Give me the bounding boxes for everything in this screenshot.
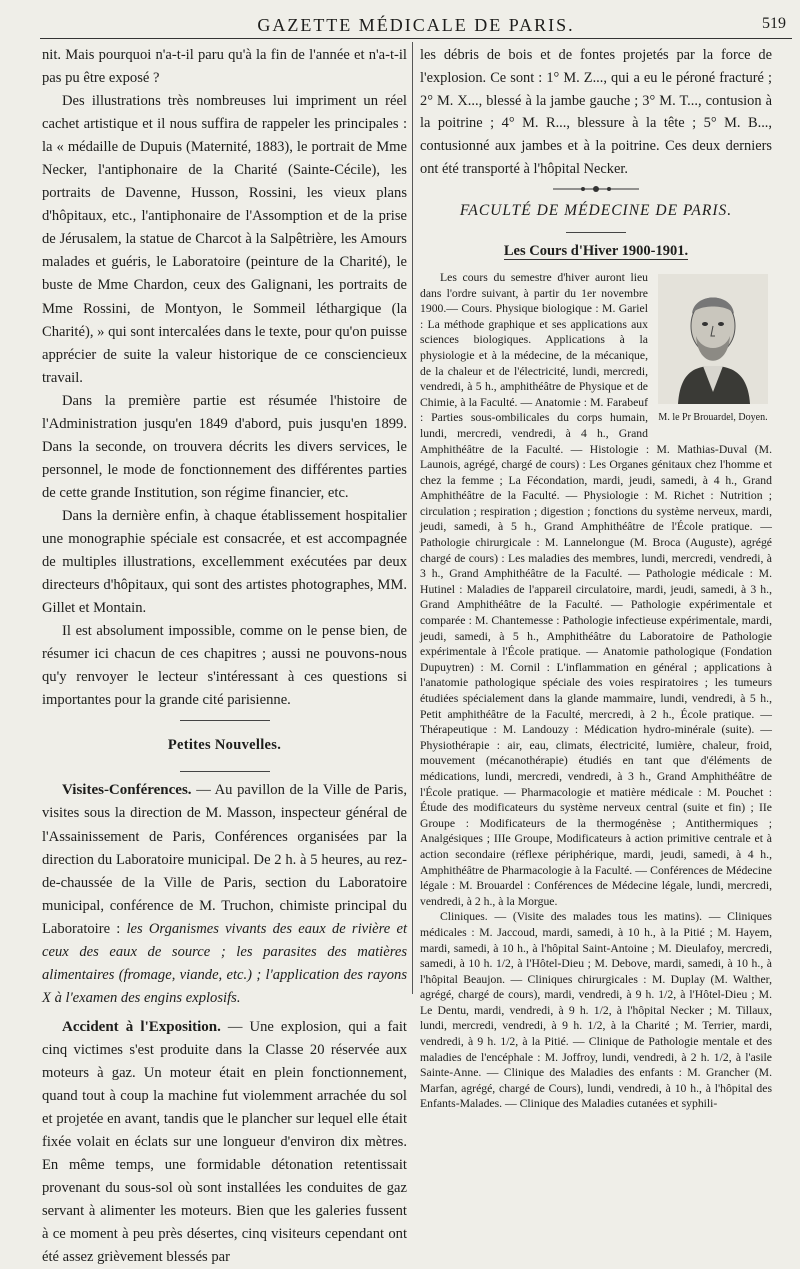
portrait-caption: M. le Pr Brouardel, Doyen. xyxy=(658,411,768,423)
news-item-text: — Une explosion, qui a fait cinq victimes s'est produite dans la Classe 20 réservée aux moteurs à gaz. Un moteur était en plein fonctionnement, quand tout à coup la machine fut violemment arrachée du sol et projetée en avant, tandis que le plancher sur lequel elle était fixée volait en éclats sur une longueur d'environ dix mètres. En même temps, une formidable détonation retentissait provenant du sous-sol où sont installées les conduites de gaz servant à alimenter les moteurs. Bien que les galeries fussent à ce moment à peu près désertes, cinq visiteurs cependant ont été assez grièvement blessés par xyxy=(42,1018,407,1266)
ornament-divider xyxy=(420,181,772,197)
separator-rule xyxy=(420,224,772,240)
news-item-heading: Accident à l'Exposition. xyxy=(62,1018,221,1035)
news-item-visites xyxy=(42,779,407,1009)
section-title-faculte: FACULTÉ DE MÉDECINE DE PARIS. xyxy=(459,201,733,219)
news-item-accident xyxy=(42,1016,407,1269)
page-number: 519 xyxy=(762,15,786,32)
paragraph: Des illustrations très nombreuses lui impriment un réel cachet artistique et il nous suffira de rappeler les principales : la « médaille de Dupuis (Maternité, 1883), le portrait de Mme Necker, l'antiphonaire de la Charité (Sainte-Cécile), les portraits de Davenne, Husson, Rossini, les vieux plans d'hôpitaux, etc., l'antiphonaire de l'Assomption et de la prise de Jérusalem, la statue de Charcot à la Salpêtrière, les Amours malades et guéris, le Laboratoire (peinture de la Charité), le buste de Mme Chardon, ceux des Galignani, les portraits de Mme Rossini, de Montyon, le Sommeil léthargique (la Charité), » qui sont intercalées dans le texte, pour qu'on puisse apprécier de suite la valeur historique de ce consciencieux travail. xyxy=(42,93,407,386)
paragraph: Dans la dernière enfin, à chaque établissement hospitalier une monographie spéciale est consacrée, et est accompagnée de multiples illustrations, excellemment exécutées par deux directeurs d'hôpitaux, qui sont des artistes photographes, MM. Gillet et Montain. xyxy=(42,507,407,617)
paragraph: les débris de bois et de fontes projetés par la force de l'explosion. Ce sont : 1° M. Z..., qui a eu le péroné fracturé ; 2° M. X..., blessé à la jambe gauche ; 3° M. T..., contusion à la poitrine ; 4° M. R..., blessure à la tête ; 5° M. B..., contusionné aux jambes et à la poitrine. Ces deux derniers ont été transporté à l'hôpital Necker. xyxy=(420,47,772,177)
news-item-text: — Au pavillon de la Ville de Paris, visites sous la direction de M. Masson, inspecteur général de l'Assainissement de Paris, Conférences organisées par la direction du Laboratoire municipal. De 2 h. à 5 heures, au rez-de-chaussée de la Ville de Paris, section du Laboratoire municipal, conférence de M. Truchon, chimiste principal du Laboratoire : xyxy=(42,782,407,937)
column-divider xyxy=(412,42,413,994)
portrait-figure xyxy=(654,274,772,424)
running-title: GAZETTE MÉDICALE DE PARIS. xyxy=(257,15,575,35)
right-column xyxy=(420,44,772,1111)
news-item-heading: Visites-Conférences. xyxy=(62,782,192,799)
separator-rule xyxy=(42,763,407,779)
paragraph: Il est absolument impossible, comme on le pense bien, de résumer ici chacun de ces chapitres ; aussi ne pouvons-nous qu'y renvoyer le lecteur s'intéressant à ces questions si importantes pour la grande cité parisienne. xyxy=(42,623,407,709)
course-listing: Les cours du semestre d'hiver auront lieu dans l'ordre suivant, à partir du 1er novembre 1900.— Cours. Physique biologique : M. Gariel : La méthode graphique et ses applications aux sciences biologiques. Applications à la physiologie et à la médecine, de la mécanique, de la chaleur et de l'électricité, lundi, mercredi, vendredi, à 5 h., amphithéâtre de Physique et de Chimie, à la Faculté. — Anatomie : M. Farabeuf : Parties sous-ombilicales du corps humain, lundi, mercredi, vendredi, à 4 h., Grand Amphithéâtre de la Faculté. — Histologie : M. Mathias-Duval (M. Launois, agrégé, chargé de cours) : Les Organes génitaux chez l'homme et chez la femme ; La Fécondation, mardi, jeudi, samedi, à 4 h., Grand Amphithéâtre de la Faculté. — Physiologie : M. Richet : Nutrition ; circulation ; respiration ; digestion ; fonctions du système nerveux, mardi, jeudi, samedi, à 5 h., Grand Amphithéâtre de l'École pratique. — Pathologie chirurgicale : M. Lannelongue (M. Broca (Auguste), agrégé chargé de cours) : Les maladies des membres, lundi, mercredi, vendredi, à 3 h., Grand Amphithéâtre de la Faculté. — Pathologie médicale : M. Hutinel : Maladies de l'appareil circulatoire, mardi, jeudi, samedi, à 3 h., Grand Amphithéâtre de la Faculté. — Pathologie expérimentale et comparée : M. Chantemesse : Pathologie infectieuse expérimentale, mardi, jeudi, samedi, à 5 h., Amphithéâtre du Laboratoire de Pathologie expérimentale à l'École pratique. — Anatomie pathologique (Fondation Dupuytren) : M. Cornil : L'inflammation en général ; applications à l'anatomie pathologique spéciale des voies respiratoires ; les tumeurs étudiées spécialement dans la glande mammaire, lundi, vendredi, à 5 h., Petit amphithéâtre de la Faculté, mercredi, à 2 h., École pratique. — Thérapeutique : M. Landouzy : Médication hydro-minérale (suite). — Physiothérapie : air, eau, climats, électricité, lumière, chaleur, froid, mouvement (mécanothérapie) étudiés en tant que d'éléments de médications, lundi, mercredi, vendredi, à 3 h., Grand Amphithéâtre de l'École pratique. — Pharmacologie et matière médicale : M. Pouchet : Étude des modificateurs du système nerveux central (suite et fin) ; IIe Groupe : Modificateurs de la thermogénèse ; Antithermiques ; Analgésiques ; IIIe Groupe, Modificateurs à action primitive centrale et à action secondaire (réflexe périphérique, mardi, jeudi, samedi, à 4 h., Amphithéâtre de Pharmacologie à la Faculté. — Conférences de Médecine légale : M. Brouardel : Conférences de Médecine légale, lundi, mercredi, vendredi, à 2 h., à la Morgue. xyxy=(420,270,772,908)
left-column xyxy=(42,44,407,1266)
news-item-italic-text: les Organismes vivants des eaux de rivière et ceux des eaux de source ; les parasites des matières alimentaires (fromage, viande, etc.) ; l'application des rayons X à l'examen des engins explosifs. xyxy=(42,920,407,1006)
paragraph: nit. Mais pourquoi n'a-t-il paru qu'à la fin de l'année et n'a-t-il pas pu être exposé ? xyxy=(42,47,407,87)
portrait-engraving-icon xyxy=(658,274,768,404)
clinics-listing: Cliniques. — (Visite des malades tous les matins). — Cliniques médicales : M. Jaccoud, mardi, samedi, à 10 h., à la Pitié ; M. Hayem, mardi, samedi, à 10 h., à l'hôpital Saint-Antoine ; M. Dieulafoy, mercredi, samedi, à 10 h. 1/2, à l'Hôtel-Dieu ; M. Debove, mardi, samedi, à 10 h., à l'hôpital Beaujon. — Cliniques chirurgicales : M. Duplay (M. Walther, agrégé, chargé de cours), mardi, vendredi, à 9 h. 1/2, à l'Hôtel-Dieu ; M. Le Dentu, mardi, vendredi, à 9 h. 1/2, à l'hôpital Necker ; M. Tillaux, lundi, mercredi, vendredi, à 9 h. 1/2, à la Charité ; M. Terrier, mardi, vendredi, à 9 h. 1/2, à la Pitié. — Clinique de Pathologie mentale et des maladies de l'encéphale : M. Joffroy, lundi, vendredi, à 2 h. 1/2, à l'asile Sainte-Anne. — Clinique des Maladies des enfants : M. Grancher (M. Marfan, agrégé, chargé de Cours), lundi, vendredi, à 10 h., à l'hôpital des Enfants-Malades. — Clinique des Maladies cutanées et syphili- xyxy=(420,910,772,1111)
article-title-cours xyxy=(420,242,772,262)
section-title-petites-nouvelles: Petites Nouvelles. xyxy=(167,737,282,754)
paragraph: Dans la première partie est résumée l'histoire de l'Administration jusqu'en 1849 d'abord, puis jusqu'en 1899. Dans la seconde, on trouvera décrits les divers services, le personnel, le mode de fonctionnement des différentes parties de cette grande Institution, son régime financier, etc. xyxy=(42,392,407,501)
page-header xyxy=(40,8,792,39)
article-title-text: Les Cours d'Hiver 1900-1901. xyxy=(503,243,689,260)
ornament-icon xyxy=(551,184,641,194)
separator-rule xyxy=(42,712,407,728)
